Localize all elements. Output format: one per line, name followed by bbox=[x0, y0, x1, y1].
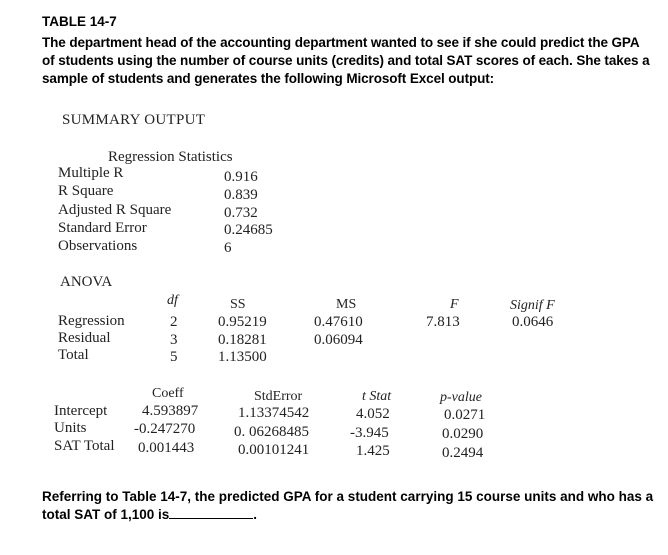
stat-label-observations: Observations bbox=[58, 238, 138, 254]
coef-header-coeff: Coeff bbox=[152, 386, 184, 401]
stat-label-adjusted-r-square: Adjusted R Square bbox=[58, 202, 172, 218]
anova-df-regression: 2 bbox=[170, 314, 178, 330]
regression-statistics-title: Regression Statistics bbox=[108, 149, 233, 165]
coef-header-p-value: p-value bbox=[440, 390, 482, 405]
coef-std-error-intercept: 1.13374542 bbox=[238, 405, 310, 421]
anova-row-label-regression: Regression bbox=[58, 313, 125, 329]
anova-ms-regression: 0.47610 bbox=[314, 314, 363, 330]
anova-row-label-total: Total bbox=[58, 347, 89, 363]
stat-label-multiple-r: Multiple R bbox=[58, 165, 124, 181]
anova-ss-regression: 0.95219 bbox=[218, 314, 267, 330]
anova-df-residual: 3 bbox=[170, 332, 178, 348]
anova-header-f: F bbox=[450, 297, 459, 312]
stat-value-adjusted-r-square: 0.732 bbox=[224, 205, 258, 221]
coef-p-value-sat-total: 0.2494 bbox=[442, 445, 484, 461]
coef-header-t-stat: t Stat bbox=[362, 389, 392, 404]
coef-p-value-units: 0.0290 bbox=[442, 426, 484, 442]
question-text: Referring to Table 14-7, the predicted GPA for a student carrying 15 course units and who has a total SAT of 1,100 is bbox=[42, 489, 654, 522]
intro-paragraph: The department head of the accounting department wanted to see if she could predict the GPA of students using the number of course units (credits) and total SAT scores of each. She takes a sample of students and generates the following Microsoft Excel output: bbox=[42, 35, 650, 86]
coef-coeff-intercept: 4.593897 bbox=[142, 403, 199, 419]
coef-header-std-error: StdError bbox=[254, 389, 303, 404]
answer-blank bbox=[169, 506, 253, 519]
anova-ss-total: 1.13500 bbox=[218, 349, 267, 365]
coef-t-stat-intercept: 4.052 bbox=[356, 406, 390, 422]
anova-ms-residual: 0.06094 bbox=[314, 332, 363, 348]
stat-label-standard-error: Standard Error bbox=[58, 220, 147, 236]
anova-header-df: df bbox=[167, 293, 178, 308]
stat-value-observations: 6 bbox=[224, 240, 232, 256]
coef-t-stat-sat-total: 1.425 bbox=[356, 443, 390, 459]
coef-row-label-sat-total: SAT Total bbox=[54, 438, 115, 454]
anova-row-label-residual: Residual bbox=[58, 330, 111, 346]
anova-ss-residual: 0.18281 bbox=[218, 332, 267, 348]
coef-p-value-intercept: 0.0271 bbox=[444, 407, 486, 423]
anova-signif-f-regression: 0.0646 bbox=[512, 314, 554, 330]
coef-std-error-sat-total: 0.00101241 bbox=[238, 442, 310, 458]
anova-header-ss: SS bbox=[230, 297, 246, 312]
summary-output-title: SUMMARY OUTPUT bbox=[62, 112, 206, 128]
stat-value-standard-error: 0.24685 bbox=[224, 222, 273, 238]
anova-f-regression: 7.813 bbox=[426, 314, 460, 330]
anova-header-ms: MS bbox=[336, 297, 357, 312]
anova-df-total: 5 bbox=[170, 349, 178, 365]
coef-std-error-units: 0. 06268485 bbox=[234, 424, 309, 440]
question-end: . bbox=[253, 507, 258, 522]
coef-t-stat-units: -3.945 bbox=[350, 425, 389, 441]
anova-title: ANOVA bbox=[60, 274, 113, 290]
stat-value-multiple-r: 0.916 bbox=[224, 169, 258, 185]
stat-value-r-square: 0.839 bbox=[224, 187, 258, 203]
table-label: TABLE 14-7 bbox=[42, 14, 117, 29]
coef-row-label-intercept: Intercept bbox=[54, 403, 108, 419]
question-paragraph bbox=[42, 488, 654, 524]
coef-coeff-sat-total: 0.001443 bbox=[138, 440, 195, 456]
coef-row-label-units: Units bbox=[54, 420, 87, 436]
anova-header-signif-f: Signif F bbox=[510, 298, 555, 313]
stat-label-r-square: R Square bbox=[58, 183, 114, 199]
coef-coeff-units: -0.247270 bbox=[134, 421, 196, 437]
